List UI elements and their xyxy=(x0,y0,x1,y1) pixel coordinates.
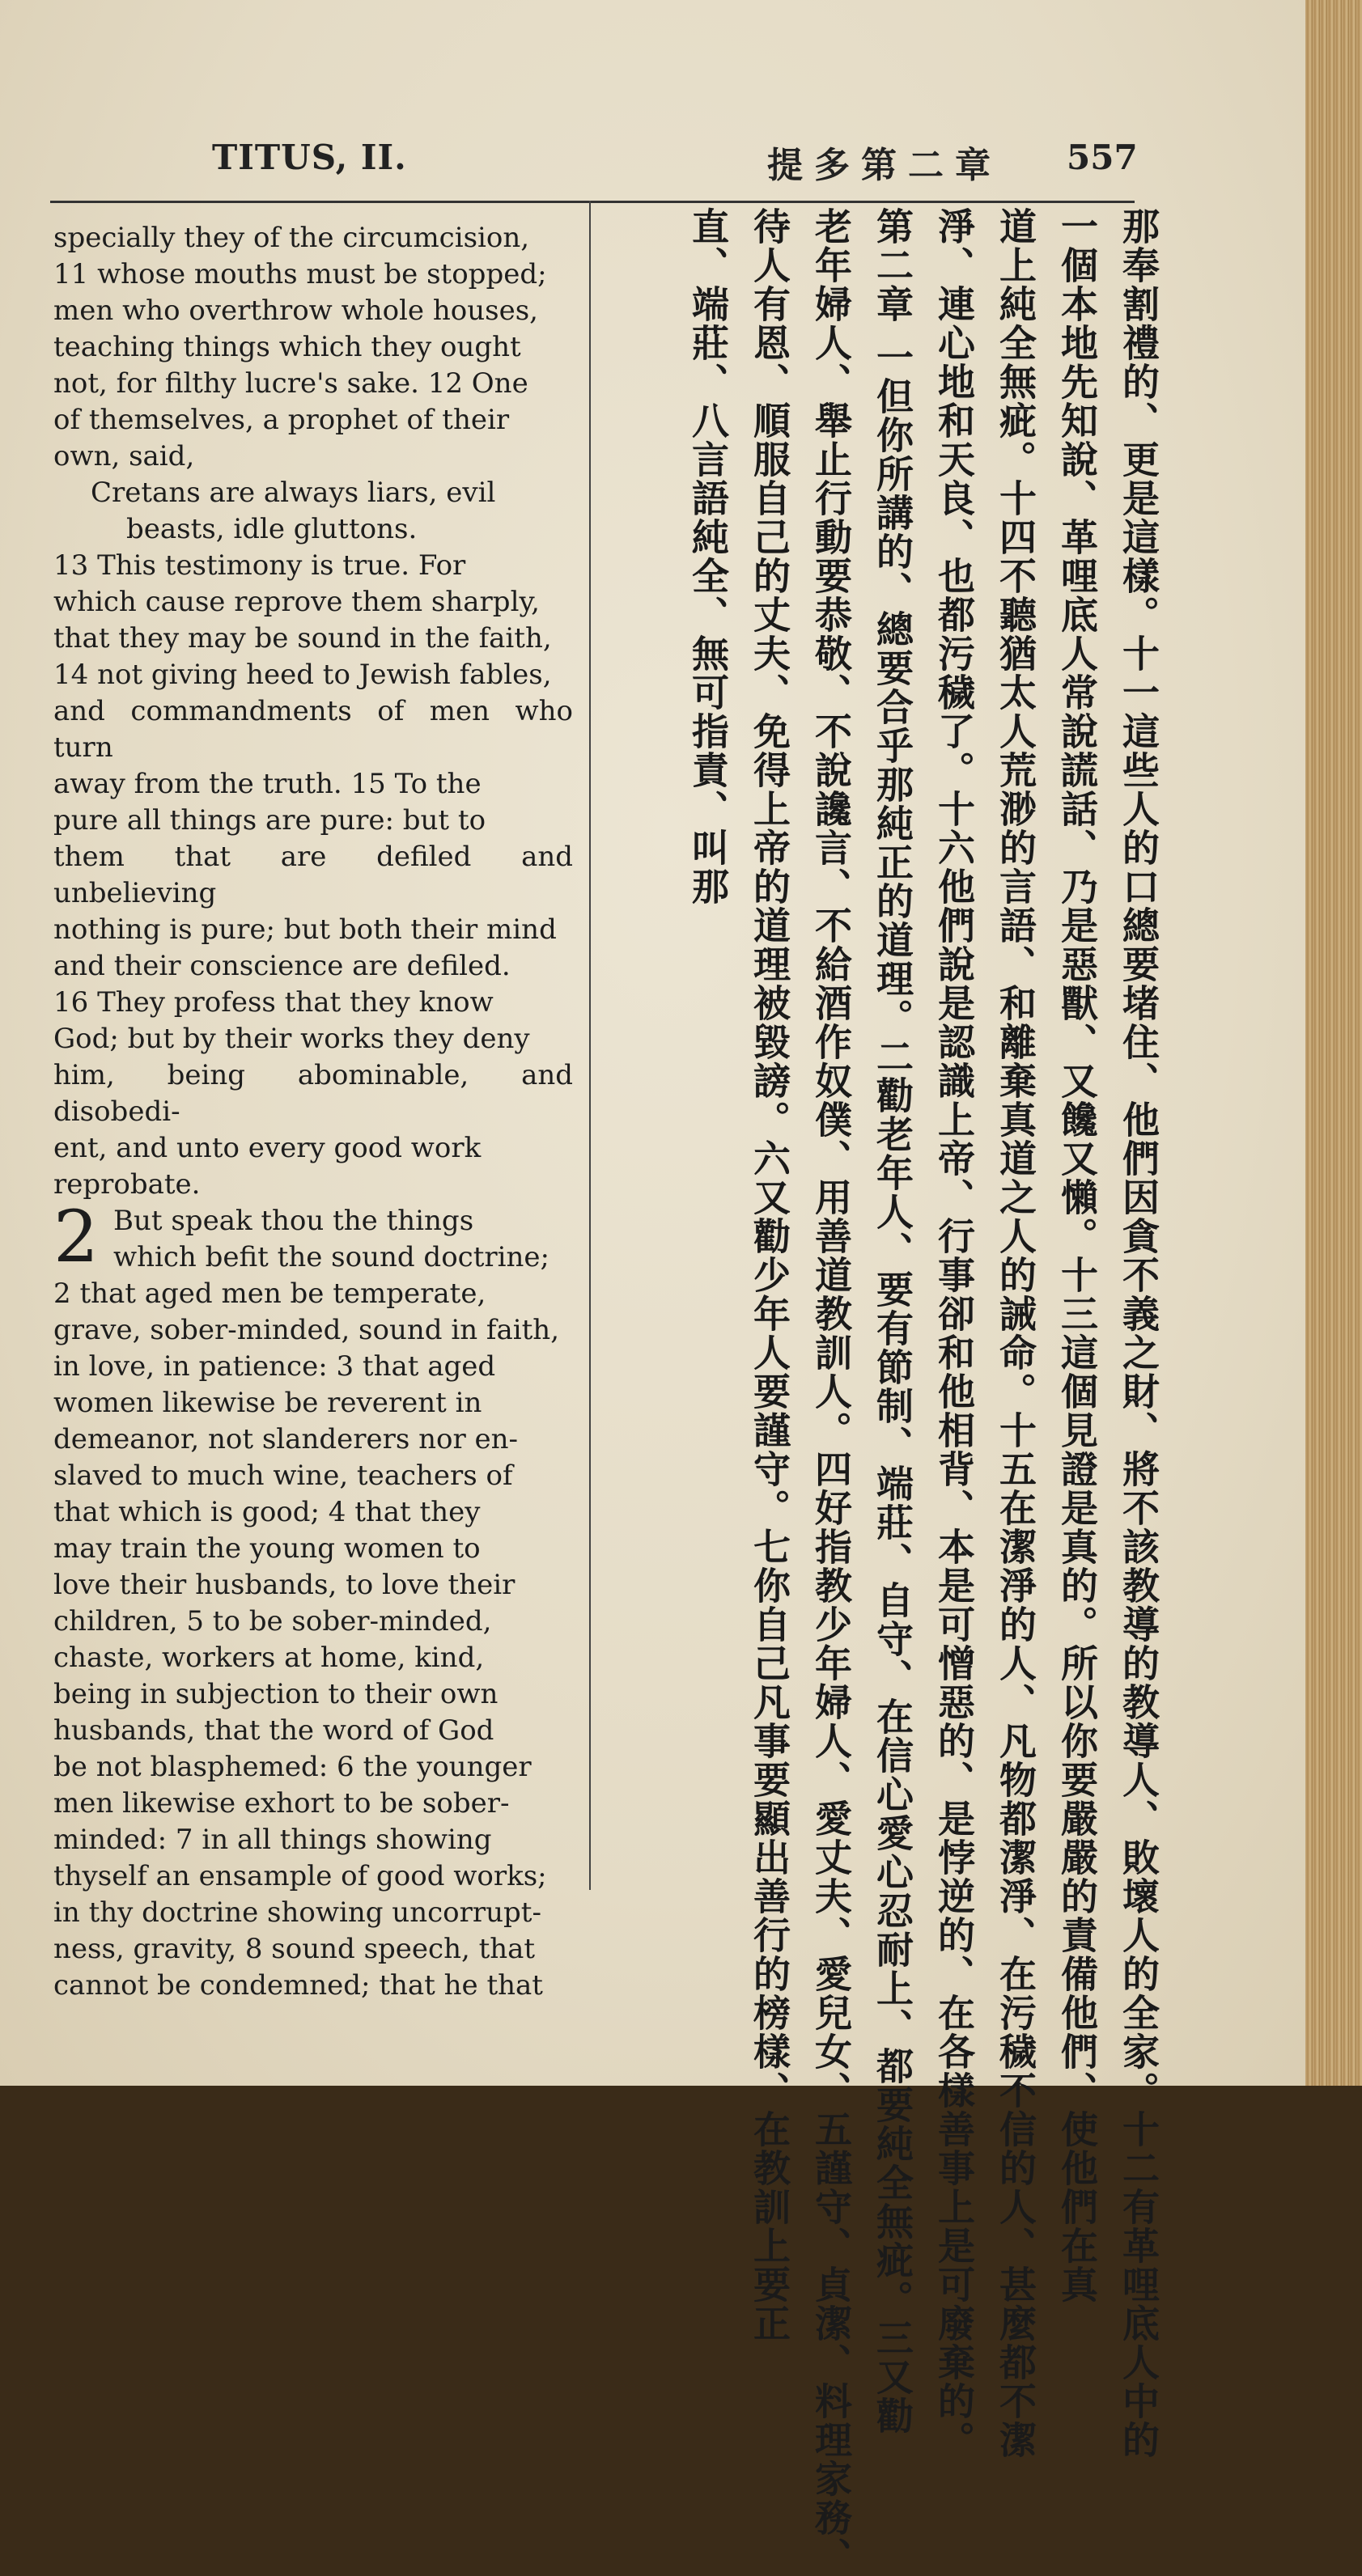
text-line: women likewise be reverent in xyxy=(53,1387,482,1419)
chinese-text-column: 淨、連心地和天良、也都污穢了。十六他們說是認識上帝、行事卻和他相背、本是可憎惡的、是悖逆的、在各樣善事上是可廢棄的。 xyxy=(932,207,976,2459)
text-line: pure all things are pure: but to xyxy=(53,804,486,837)
chinese-column xyxy=(603,207,1169,2576)
text-line: away from the truth. 15 To the xyxy=(53,768,482,800)
text-line: ness, gravity, 8 sound speech, that xyxy=(53,1933,536,1965)
text-line: ent, and unto every good work xyxy=(53,1132,482,1164)
text-line: in thy doctrine showing uncorrupt- xyxy=(53,1896,541,1929)
chinese-text-column: 那奉割禮的、更是這樣。十一這些人的口總要堵住、他們因貪不義之財、將不該教導的教導人、敗壞人的全家。十二有革哩底人中的 xyxy=(1117,207,1160,2459)
text-line: 11 whose mouths must be stopped; xyxy=(53,258,547,290)
column-divider xyxy=(589,201,591,1890)
text-line: in love, in patience: 3 that aged xyxy=(53,1350,496,1383)
text-line: slaved to much wine, teachers of xyxy=(53,1460,513,1492)
english-column xyxy=(53,220,573,2004)
text-line: specially they of the circumcision, xyxy=(53,222,530,254)
text-line: husbands, that the word of God xyxy=(53,1714,494,1747)
chinese-text-column: 老年婦人、舉止行動要恭敬、不說讒言、不給酒作奴僕、用善道教訓人。四好指教少年婦人、愛丈夫、愛兒女、五謹守、貞潔、料理家務、 xyxy=(809,207,853,2576)
header-rule xyxy=(50,201,1135,203)
text-line: being in subjection to their own xyxy=(53,1678,499,1710)
text-line: that which is good; 4 that they xyxy=(53,1496,481,1528)
text-line: chaste, workers at home, kind, xyxy=(53,1642,485,1674)
text-line: reprobate. xyxy=(53,1168,201,1201)
quote-line: Cretans are always liars, evil xyxy=(91,477,496,509)
text-line: nothing is pure; but both their mind xyxy=(53,913,557,946)
chinese-text-column: 一個本地先知說、革哩底人常說謊話、乃是惡獸、又饞又懶。十三這個見證是真的。所以你要嚴嚴的責備他們、使他們在真 xyxy=(1055,207,1099,2304)
chapter-number: 2 xyxy=(53,1195,99,1278)
text-line: 2 that aged men be temperate, xyxy=(53,1277,486,1310)
running-title-chinese: 提多第二章 xyxy=(767,145,1002,186)
text-line: which cause reprove them sharply, xyxy=(53,586,540,618)
text-line: God; but by their works they deny xyxy=(53,1023,530,1055)
chinese-text-column: 道上純全無疵。十四不聽猶太人荒渺的言語、和離棄真道之人的誡命。十五在潔淨的人、凡物都潔淨、在污穢不信的人、甚麼都不潔 xyxy=(994,207,1037,2459)
text-line: that they may be sound in the faith, xyxy=(53,622,552,655)
text-line: may train the young women to xyxy=(53,1532,481,1565)
text-line: thyself an ensample of good works; xyxy=(53,1860,547,1892)
text-line: minded: 7 in all things showing xyxy=(53,1824,492,1856)
chapter-opening xyxy=(53,1195,573,1278)
text-line: cannot be condemned; that he that xyxy=(53,1969,543,2002)
text-line: and their conscience are defiled. xyxy=(53,950,511,982)
page-edge xyxy=(1305,0,1362,2086)
text-line: men who overthrow whole houses, xyxy=(53,294,538,327)
text-line: 16 They profess that they know xyxy=(53,986,494,1019)
text-line: be not blasphemed: 6 the younger xyxy=(53,1751,532,1783)
text-line: grave, sober-minded, sound in faith, xyxy=(53,1314,560,1346)
chinese-text-column: 待人有恩、順服自己的丈夫、免得上帝的道理被毀謗。六又勸少年人要謹守。七你自己凡事要顯出善行的榜樣、在教訓上要正 xyxy=(748,207,791,2343)
text-line: men likewise exhort to be sober- xyxy=(53,1787,510,1820)
text-line: them that are defiled and unbelieving xyxy=(53,841,573,909)
text-line: 13 This testimony is true. For xyxy=(53,549,466,582)
text-line: which befit the sound doctrine; xyxy=(113,1241,549,1273)
page-header xyxy=(0,138,1173,186)
text-line: 14 not giving heed to Jewish fables, xyxy=(53,659,552,691)
text-line: teaching things which they ought xyxy=(53,331,521,363)
page-number: 557 xyxy=(1067,138,1138,177)
text-line: love their husbands, to love their xyxy=(53,1569,516,1601)
text-line: and commandments of men who turn xyxy=(53,695,573,764)
quote-line: beasts, idle gluttons. xyxy=(126,513,418,545)
running-title-english: TITUS, II. xyxy=(212,138,407,177)
text-line: of themselves, a prophet of their xyxy=(53,404,510,436)
text-line: children, 5 to be sober-minded, xyxy=(53,1605,492,1638)
text-line: own, said, xyxy=(53,440,195,472)
chinese-text-column: 直、端莊、八言語純全、無可指責、叫那 xyxy=(686,207,730,906)
chinese-text-column: 第二章 一但你所講的、總要合乎那純正的道理。二勸老年人、要有節制、端莊、自守、在信心愛心忍耐上、都要純全無疵。三又勸 xyxy=(871,207,914,2436)
text-line: But speak thou the things xyxy=(113,1205,474,1237)
text-line: him, being abominable, and disobedi- xyxy=(53,1059,573,1128)
text-line: demeanor, not slanderers nor en- xyxy=(53,1423,519,1455)
text-line: not, for filthy lucre's sake. 12 One xyxy=(53,367,528,400)
